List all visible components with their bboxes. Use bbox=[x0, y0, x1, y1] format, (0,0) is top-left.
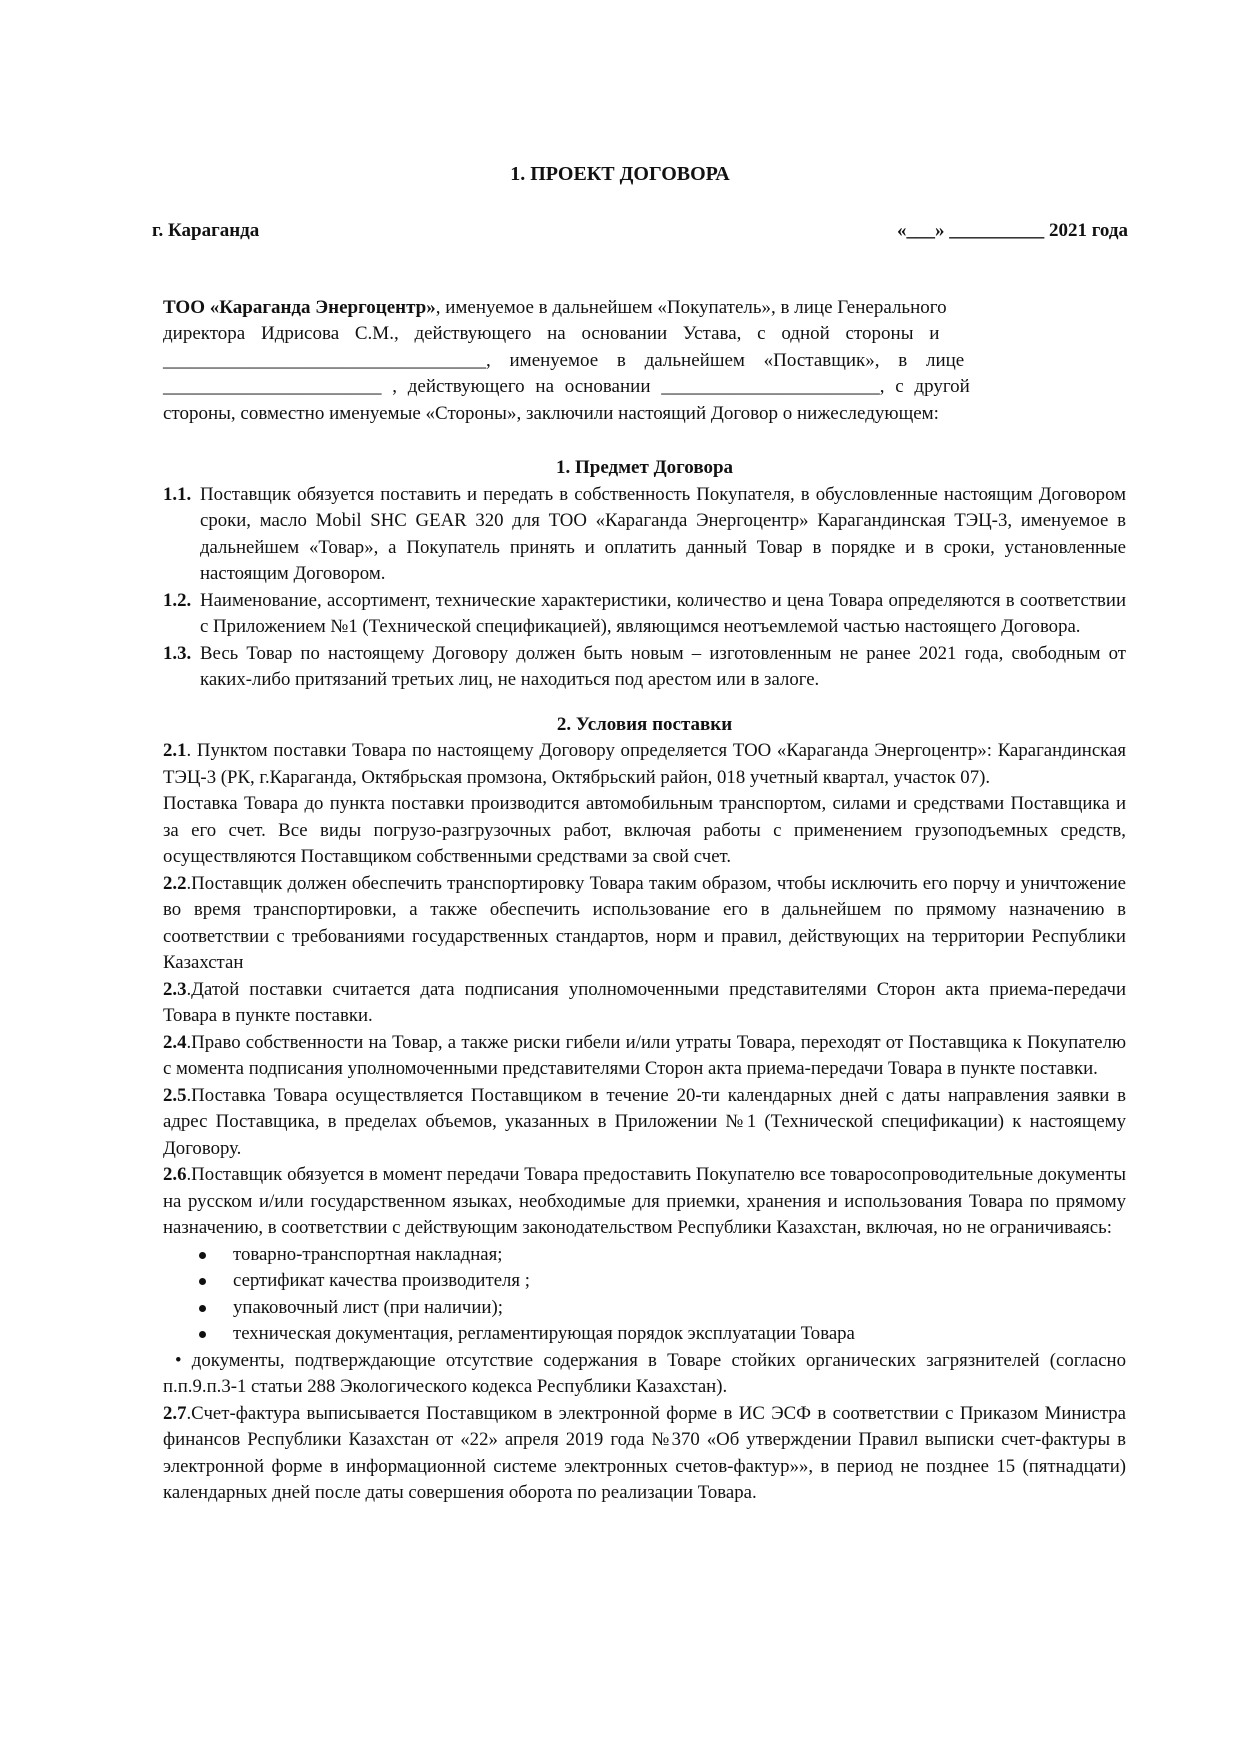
clause-number: 1.1. bbox=[163, 483, 192, 505]
preamble-line: директора Идрисова С.М., действующего на основании Устава, с одной стороны и bbox=[163, 323, 940, 345]
clause-text: .Поставщик обязуется в момент передачи Товара предоставить Покупателю все товаросопроводительные документы на русском и/или государственном языках, необходимые для приемки, хранения и использования Товара по прямому назначению, в соответствии с действующим законодательством Республики Казахстан, включая, но не ограничиваясь: bbox=[163, 1164, 1126, 1238]
clause-number: 1.3. bbox=[163, 642, 192, 664]
clause-text: Поставщик обязуется поставить и передать в собственность Покупателя, в обусловленные настоящим Договором сроки, масло Mobil SHC GEAR 320 для ТОО «Караганда Энергоцентр» Карагандинская ТЭЦ-3, именуемое в дальнейшем «Товар», а Покупатель принять и оплатить данный Товар в порядке и в сроки, установленные настоящим Договором. bbox=[200, 483, 1126, 584]
document-title: 1. ПРОЕКТ ДОГОВОРА bbox=[510, 163, 730, 185]
clause-number: 2.3 bbox=[163, 978, 187, 1000]
document-list bbox=[163, 1242, 1126, 1348]
clause-2-7 bbox=[163, 1401, 1126, 1507]
clause-2-2 bbox=[163, 871, 1126, 977]
clause-2-4 bbox=[163, 1030, 1126, 1083]
preamble-line: стороны, совместно именуемые «Стороны», заключили настоящий Договор о нижеследующем: bbox=[163, 402, 939, 424]
clause-text: Наименование, ассортимент, технические характеристики, количество и цена Товара определяются в соответствии с Приложением №1 (Технической спецификацией), являющимся неотъемлемой частью настоящего Договора. bbox=[200, 589, 1126, 637]
clause-number: 2.5 bbox=[163, 1084, 187, 1106]
clause-number: 1.2. bbox=[163, 589, 192, 611]
clause-2-1-paragraph: Поставка Товара до пункта поставки производится автомобильным транспортом, силами и средствами Поставщика и за его счет. Все виды погрузо-разгрузочных работ, включая работы с применением грузоподъемных средств, осуществляются Поставщиком собственными средствами за свой счет. bbox=[163, 793, 1126, 867]
list-item: сертификат качества производителя ; bbox=[195, 1268, 1126, 1295]
section-heading: 1. Предмет Договора bbox=[555, 457, 734, 478]
preamble bbox=[163, 295, 1126, 427]
clause-1-3 bbox=[163, 641, 1126, 694]
clause-text: Весь Товар по настоящему Договору должен быть новым – изготовленным не ранее 2021 года, свободным от каких-либо притязаний третьих лиц, не находиться под арестом или в залоге. bbox=[200, 642, 1126, 690]
clause-number: 2.7 bbox=[163, 1402, 187, 1424]
clause-text: . Пунктом поставки Товара по настоящему Договору определяется ТОО «Караганда Энергоцентр»: Карагандинская ТЭЦ-3 (РК, г.Караганда, Октябрьская промзона, Октябрьский район, 018 учетный квартал, участок 07). bbox=[163, 740, 1126, 788]
clause-text: .Датой поставки считается дата подписания уполномоченными представителями Сторон акта приема-передачи Товара в пункте поставки. bbox=[163, 978, 1126, 1026]
bullet-icon bbox=[199, 1278, 206, 1285]
list-item: техническая документация, регламентирующая порядок эксплуатации Товара bbox=[195, 1321, 1126, 1348]
clause-2-5 bbox=[163, 1083, 1126, 1163]
list-item: упаковочный лист (при наличии); bbox=[195, 1295, 1126, 1322]
clause-2-6 bbox=[163, 1162, 1126, 1242]
clause-text: .Поставка Товара осуществляется Поставщиком в течение 20-ти календарных дней с даты направления заявки в адрес Поставщика, в пределах объемов, указанных в Приложении №1 (Технической спецификации) к настоящему Договору. bbox=[163, 1084, 1126, 1159]
preamble-line: ТОО «Караганда Энергоцентр», именуемое в дальнейшем «Покупатель», в лице Генерального bbox=[163, 297, 947, 318]
buyer-name: ТОО «Караганда Энергоцентр» bbox=[163, 297, 436, 318]
clause-number: 2.2 bbox=[163, 872, 187, 894]
preamble-line: _______________________ , действующего на основании _______________________, с другой bbox=[163, 376, 970, 398]
bullet-icon bbox=[199, 1305, 206, 1312]
clause-2-3 bbox=[163, 977, 1126, 1030]
clause-text: .Право собственности на Товар, а также риски гибели и/или утраты Товара, переходят от Поставщика к Покупателю с момента подписания уполномоченными представителями Сторон акта приема-передачи Товара в пункте поставки. bbox=[163, 1031, 1126, 1079]
clause-number: 2.4 bbox=[163, 1031, 187, 1053]
date-label: «___» __________ 2021 года bbox=[897, 220, 1128, 241]
clause-number: 2.6 bbox=[163, 1164, 187, 1185]
clause-text: .Счет-фактура выписывается Поставщиком в электронной форме в ИС ЭСФ в соответствии с Приказом Министра финансов Республики Казахстан от «22» апреля 2019 года №370 «Об утверждении Правил выписки счет-фактуры в электронной форме в информационной системе электронных счетов-фактур»», в период не позднее 15 (пятнадцати) календарных дней после даты совершения оборота по реализации Товара. bbox=[163, 1402, 1126, 1503]
clause-2-1 bbox=[163, 738, 1126, 791]
clause-1-1 bbox=[163, 482, 1126, 588]
clause-1-2 bbox=[163, 588, 1126, 641]
contract-body bbox=[163, 455, 1126, 1507]
bullet-icon bbox=[199, 1252, 206, 1259]
clause-text: .Поставщик должен обеспечить транспортировку Товара таким образом, чтобы исключить его порчу и уничтожение во время транспортировки, а также обеспечить использование его в дальнейшем по прямому назначению в соответствии с требованиями государственных стандартов, норм и правил, действующих на территории Республики Казахстан bbox=[163, 872, 1126, 973]
list-item: товарно-транспортная накладная; bbox=[195, 1242, 1126, 1269]
preamble-line: __________________________________, именуемое в дальнейшем «Поставщик», в лице bbox=[163, 349, 965, 371]
city-label: г. Караганда bbox=[152, 220, 260, 241]
section-heading: 2. Условия поставки bbox=[556, 713, 733, 735]
bullet-icon bbox=[199, 1331, 206, 1338]
clause-number: 2.1 bbox=[163, 740, 187, 761]
clause-2-6-extra: • документы, подтверждающие отсутствие содержания в Товаре стойких органических загрязнителей (согласно п.п.9.п.3-1 статьи 288 Экологического кодекса Республики Казахстан). bbox=[163, 1349, 1126, 1397]
